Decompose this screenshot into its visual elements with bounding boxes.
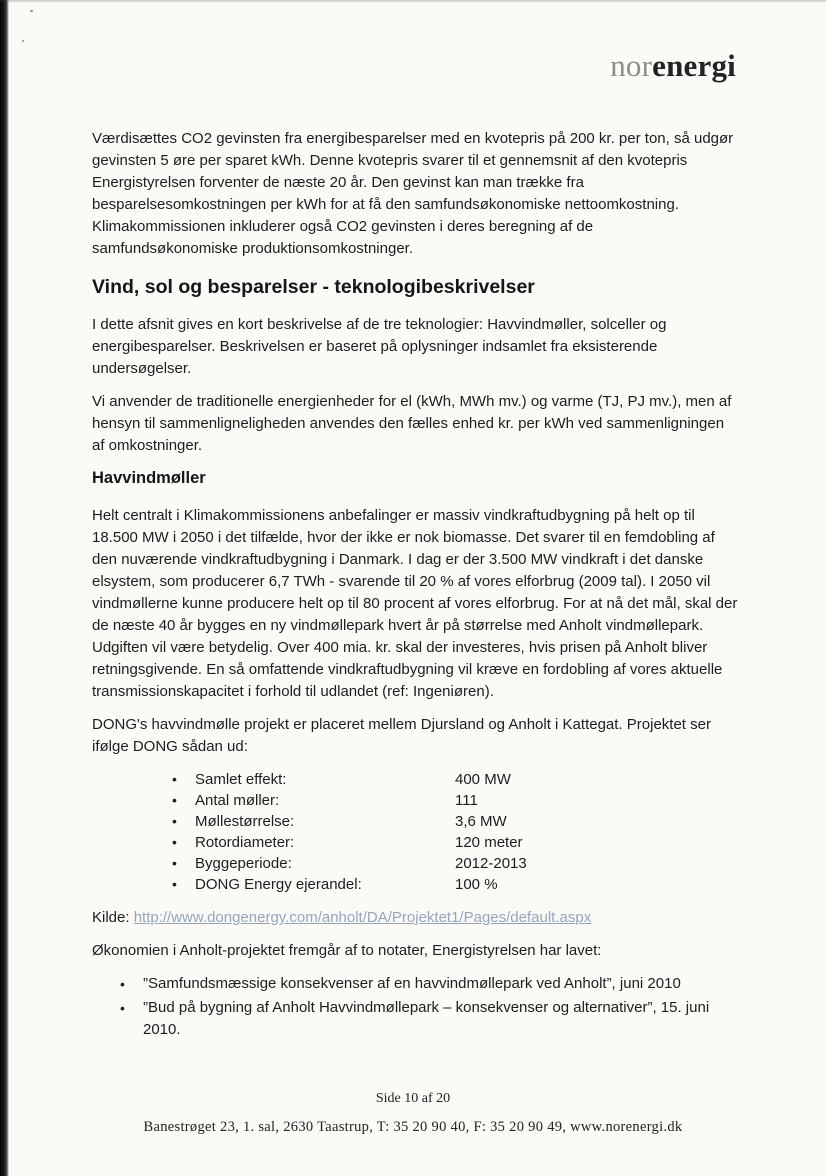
spec-item [92,832,738,853]
spec-value: 100 % [455,876,498,893]
logo-text-energi: energi [652,48,736,83]
note-text: ”Bud på bygning af Anholt Havvindmøllepark – konsekvenser og alternativer”, 15. juni 2010. [143,999,710,1038]
bullet-icon [172,853,195,874]
paragraph-economy: Økonomien i Anholt-projektet fremgår af to notater, Energistyrelsen har lavet: [92,942,602,959]
scan-edge-shadow [0,0,9,1176]
spec-value: 111 [455,792,478,809]
logo-text-nor: nor [610,48,653,83]
paragraph-co2-quota: Værdisættes CO2 gevinsten fra energibesparelser med en kvotepris på 200 kr. per ton, så udgør gevinsten 5 øre per sparet kWh. Denne kvotepris svarer til et gennemsnit af den kvotepris Energistyrelsen forventer de næste 20 år. Den gevinst kan man trække fra besparelsesomkostningen per kWh for at få den samfundsøkonomiske nettoomkostning. Klimakommissionen inkluderer også CO2 gevinsten i deres beregning af de samfundsøkonomiske produktionsomkostninger. [92,130,734,257]
source-link[interactable]: http://www.dongenergy.com/anholt/DA/Projektet1/Pages/default.aspx [133,909,592,926]
bullet-icon [172,832,195,853]
document-content [92,128,738,1043]
spec-label: Møllestørrelse: [195,813,295,830]
section-heading-technologies: Vind, sol og besparelser - teknologibeskrivelser [92,276,535,298]
paragraph-intro: I dette afsnit gives en kort beskrivelse af de tre teknologier: Havvindmøller, solceller og energibesparelser. Beskrivelsen er baseret på oplysninger indsamlet fra eksisterende undersøgelser. [92,316,667,377]
scan-speck [30,10,33,12]
spec-label: Rotordiameter: [195,834,295,851]
spec-label: Antal møller: [195,792,280,809]
note-list [92,973,738,1041]
scan-speck [22,40,24,42]
bullet-icon [120,973,143,995]
bullet-icon [172,874,195,895]
source-line [92,907,738,929]
spec-item [92,811,738,832]
spec-item [92,853,738,874]
spec-label: Byggeperiode: [195,855,292,872]
spec-label: DONG Energy ejerandel: [195,876,362,893]
bullet-icon [172,769,195,790]
spec-label: Samlet effekt: [195,771,287,788]
paragraph-units: Vi anvender de traditionelle energienheder for el (kWh, MWh mv.) og varme (TJ, PJ mv.), men af hensyn til sammenligneligheden anvendes den fælles enhed kr. per kWh ved sammenligningen af omkostninger. [92,393,732,454]
bullet-icon [120,997,143,1041]
spec-list [92,769,738,895]
spec-value: 120 meter [455,834,523,851]
spec-value: 2012-2013 [455,855,527,872]
page-number: Side 10 af 20 [375,1091,451,1106]
source-label: Kilde: [92,909,130,926]
spec-value: 400 MW [455,771,511,788]
spec-item [92,790,738,811]
bullet-icon [172,790,195,811]
paragraph-klimakommission: Helt centralt i Klimakommissionens anbefalinger er massiv vindkraftudbygning på helt op til 18.500 MW i 2050 i det tilfælde, hvor der ikke er nok biomasse. Det svarer til en femdobling af den nuværende vindkraftudbygning i Danmark. I dag er der 3.500 MW vindkraft i det danske elsystem, som producerer 6,7 TWh - svarende til 20 % af vores elforbrug (2009 tal). I 2050 vil vindmøllerne kunne producere helt op til 80 procent af vores elforbrug. For at nå det mål, skal der de næste 40 år bygges en ny vindmøllepark hvert år på størrelse med Anholt vindmøllepark. Udgiften vil være betydelig. Over 400 mia. kr. skal der investeres, hvis prisen på Anholt bliver retningsgivende. En så omfattende vindkraftudbygning vil kræve en fordobling af vores aktuelle transmissionskapacitet i forhold til udlandet (ref: Ingeniøren). [92,507,738,700]
spec-item [92,874,738,895]
section-heading-offshore-wind: Havvindmøller [92,469,206,487]
note-text: ”Samfundsmæssige konsekvenser af en havvindmøllepark ved Anholt”, juni 2010 [143,975,681,992]
spec-item [92,769,738,790]
note-item [92,973,738,995]
spec-value: 3,6 MW [455,813,507,830]
footer-address: Banestrøget 23, 1. sal, 2630 Taastrup, T: 35 20 90 40, F: 35 20 90 49, www.norenergi.dk [143,1119,683,1135]
scan-top-shadow [0,0,826,3]
logo [610,50,736,81]
bullet-icon [172,811,195,832]
note-item [92,997,738,1041]
paragraph-dong-project: DONG's havvindmølle projekt er placeret mellem Djursland og Anholt i Kattegat. Projektet ser ifølge DONG sådan ud: [92,716,711,755]
page-footer [0,1091,826,1136]
